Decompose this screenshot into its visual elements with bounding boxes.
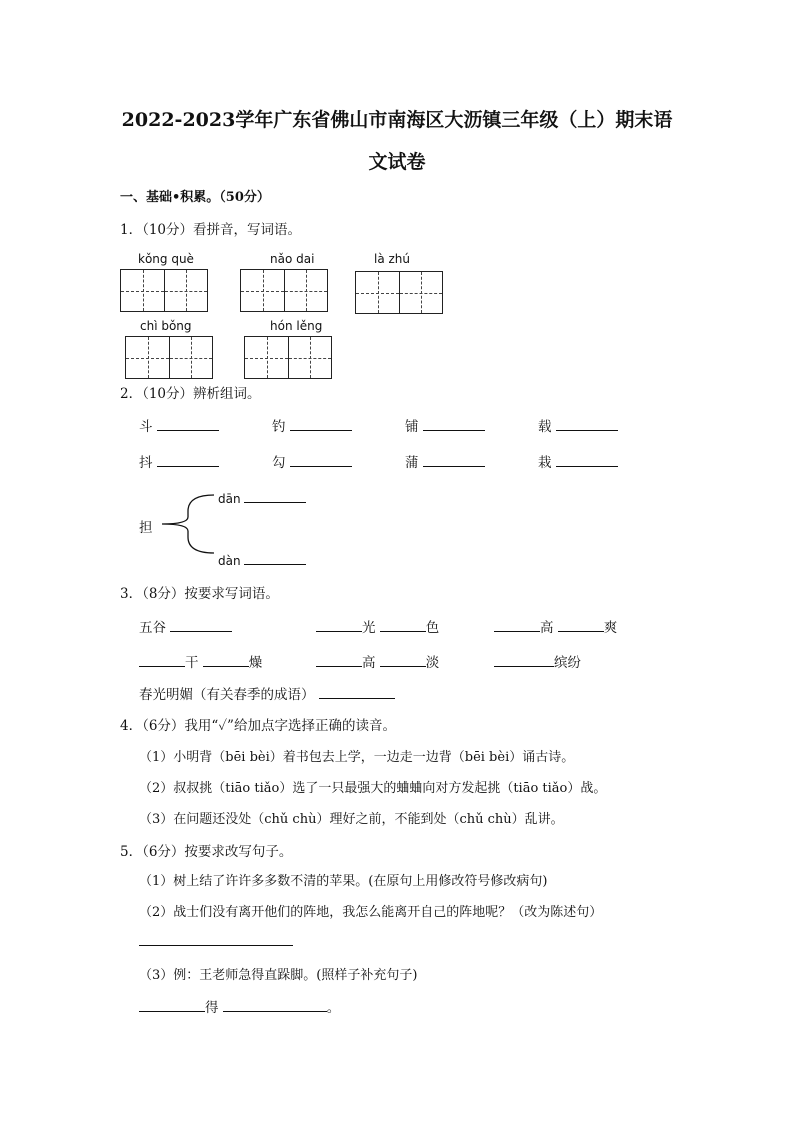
word-group-item — [538, 451, 618, 471]
answer-blank[interactable] — [290, 416, 352, 431]
word-text: 色 — [425, 620, 440, 636]
character: 勾 — [272, 455, 286, 471]
word-text: 得 — [205, 1000, 219, 1016]
word-text: 缤纷 — [554, 655, 581, 671]
writing-grid[interactable] — [244, 336, 332, 379]
word-text: 燥 — [248, 655, 263, 671]
word-text: 。 — [326, 1000, 341, 1016]
polyphone-reading — [218, 488, 306, 506]
character: 栽 — [538, 455, 552, 471]
fill-word-item — [316, 616, 439, 636]
question-5-item: （1）树上结了许许多多数不清的苹果。(在原句上用修改符号修改病句) — [139, 874, 548, 889]
exam-title-line1: 2022-2023学年广东省佛山市南海区大沥镇三年级（上）期末语 — [121, 109, 673, 131]
answer-blank[interactable] — [423, 452, 485, 467]
answer-blank[interactable] — [380, 617, 426, 632]
pinyin-label: kǒng què — [138, 252, 194, 266]
answer-blank[interactable] — [556, 452, 618, 467]
word-text: 淡 — [425, 655, 440, 671]
character: 载 — [538, 419, 552, 435]
writing-grid[interactable] — [240, 269, 328, 312]
word-group-item — [405, 451, 485, 471]
question-3-stem: 3．（8分）按要求写词语。 — [120, 586, 279, 602]
writing-grid[interactable] — [355, 271, 443, 314]
answer-blank[interactable] — [319, 684, 395, 699]
question-5-item: （2）战士们没有离开他们的阵地，我怎么能离开自己的阵地呢？（改为陈述句） — [139, 905, 603, 920]
character: 抖 — [139, 455, 153, 471]
answer-blank[interactable] — [157, 416, 219, 431]
word-text: 爽 — [603, 620, 618, 636]
question-4-item[interactable]: （1）小明背（bēi bèi）着书包去上学，一边走一边背（bēi bèi）诵古诗。 — [139, 750, 575, 765]
word-group-item — [272, 415, 352, 435]
answer-blank[interactable] — [556, 416, 618, 431]
sentence-completion — [139, 996, 340, 1016]
answer-blank[interactable] — [139, 997, 205, 1012]
fill-word-item — [494, 616, 617, 636]
word-text: 干 — [185, 655, 199, 671]
pinyin-label: nǎo dai — [270, 252, 315, 266]
answer-blank[interactable] — [170, 617, 232, 632]
brace-icon — [158, 493, 218, 555]
answer-blank[interactable] — [558, 617, 604, 632]
word-text: 高 — [362, 655, 376, 671]
pinyin-label: hón lěng — [270, 319, 323, 333]
question-4-item[interactable]: （3）在问题还没处（chǔ chù）理好之前，不能到处（chǔ chù）乱讲。 — [139, 812, 564, 827]
fill-word-item — [139, 616, 232, 636]
answer-blank[interactable] — [494, 617, 540, 632]
answer-blank[interactable] — [380, 652, 426, 667]
pinyin-label: dān — [218, 492, 241, 506]
question-4-stem: 4．（6分）我用“✓”给加点字选择正确的读音。 — [120, 718, 396, 734]
question-5-stem: 5．（6分）按要求改写句子。 — [120, 844, 293, 860]
question-4-item[interactable]: （2）叔叔挑（tiāo tiǎo）选了一只最强大的蛐蛐向对方发起挑（tiāo tiǎo）战。 — [139, 781, 607, 796]
fill-word-item — [139, 651, 262, 671]
question-2-stem: 2．（10分）辨析组词。 — [120, 386, 261, 402]
answer-blank[interactable] — [423, 416, 485, 431]
word-group-item — [272, 451, 352, 471]
answer-blank[interactable] — [244, 550, 306, 565]
section-heading: 一、基础•积累。（50分） — [120, 190, 270, 205]
pinyin-label: dàn — [218, 554, 241, 568]
question-1-stem: 1．（10分）看拼音，写词语。 — [120, 222, 302, 238]
answer-blank[interactable] — [223, 997, 327, 1012]
fill-word-item — [494, 651, 581, 671]
answer-blank[interactable] — [139, 652, 185, 667]
answer-blank[interactable] — [157, 452, 219, 467]
exam-title-line2: 文试卷 — [368, 151, 426, 173]
word-text: 高 — [540, 620, 554, 636]
pinyin-label: chì bǒng — [140, 319, 192, 333]
polyphone-character: 担 — [139, 520, 153, 536]
word-group-item — [139, 451, 219, 471]
answer-blank[interactable] — [316, 652, 362, 667]
pinyin-label: là zhú — [374, 252, 411, 266]
character: 铺 — [405, 419, 419, 435]
answer-blank[interactable] — [494, 652, 554, 667]
answer-blank[interactable] — [203, 652, 249, 667]
fill-word-item — [316, 651, 439, 671]
answer-blank[interactable] — [244, 488, 306, 503]
writing-grid[interactable] — [120, 269, 208, 312]
word-group-item — [538, 415, 618, 435]
answer-line[interactable] — [139, 931, 293, 946]
word-group-item — [139, 415, 219, 435]
question-5-item: （3）例：王老师急得直跺脚。(照样子补充句子) — [139, 968, 418, 983]
polyphone-reading — [218, 550, 306, 568]
writing-grid[interactable] — [125, 336, 213, 379]
character: 蒲 — [405, 455, 419, 471]
word-group-item — [405, 415, 485, 435]
answer-blank[interactable] — [290, 452, 352, 467]
word-text: 春光明媚（有关春季的成语） — [139, 687, 315, 703]
word-text: 光 — [362, 620, 376, 636]
word-text: 五谷 — [139, 620, 166, 636]
answer-blank[interactable] — [316, 617, 362, 632]
character: 斗 — [139, 419, 153, 435]
character: 钓 — [272, 419, 286, 435]
fill-word-item — [139, 683, 395, 703]
